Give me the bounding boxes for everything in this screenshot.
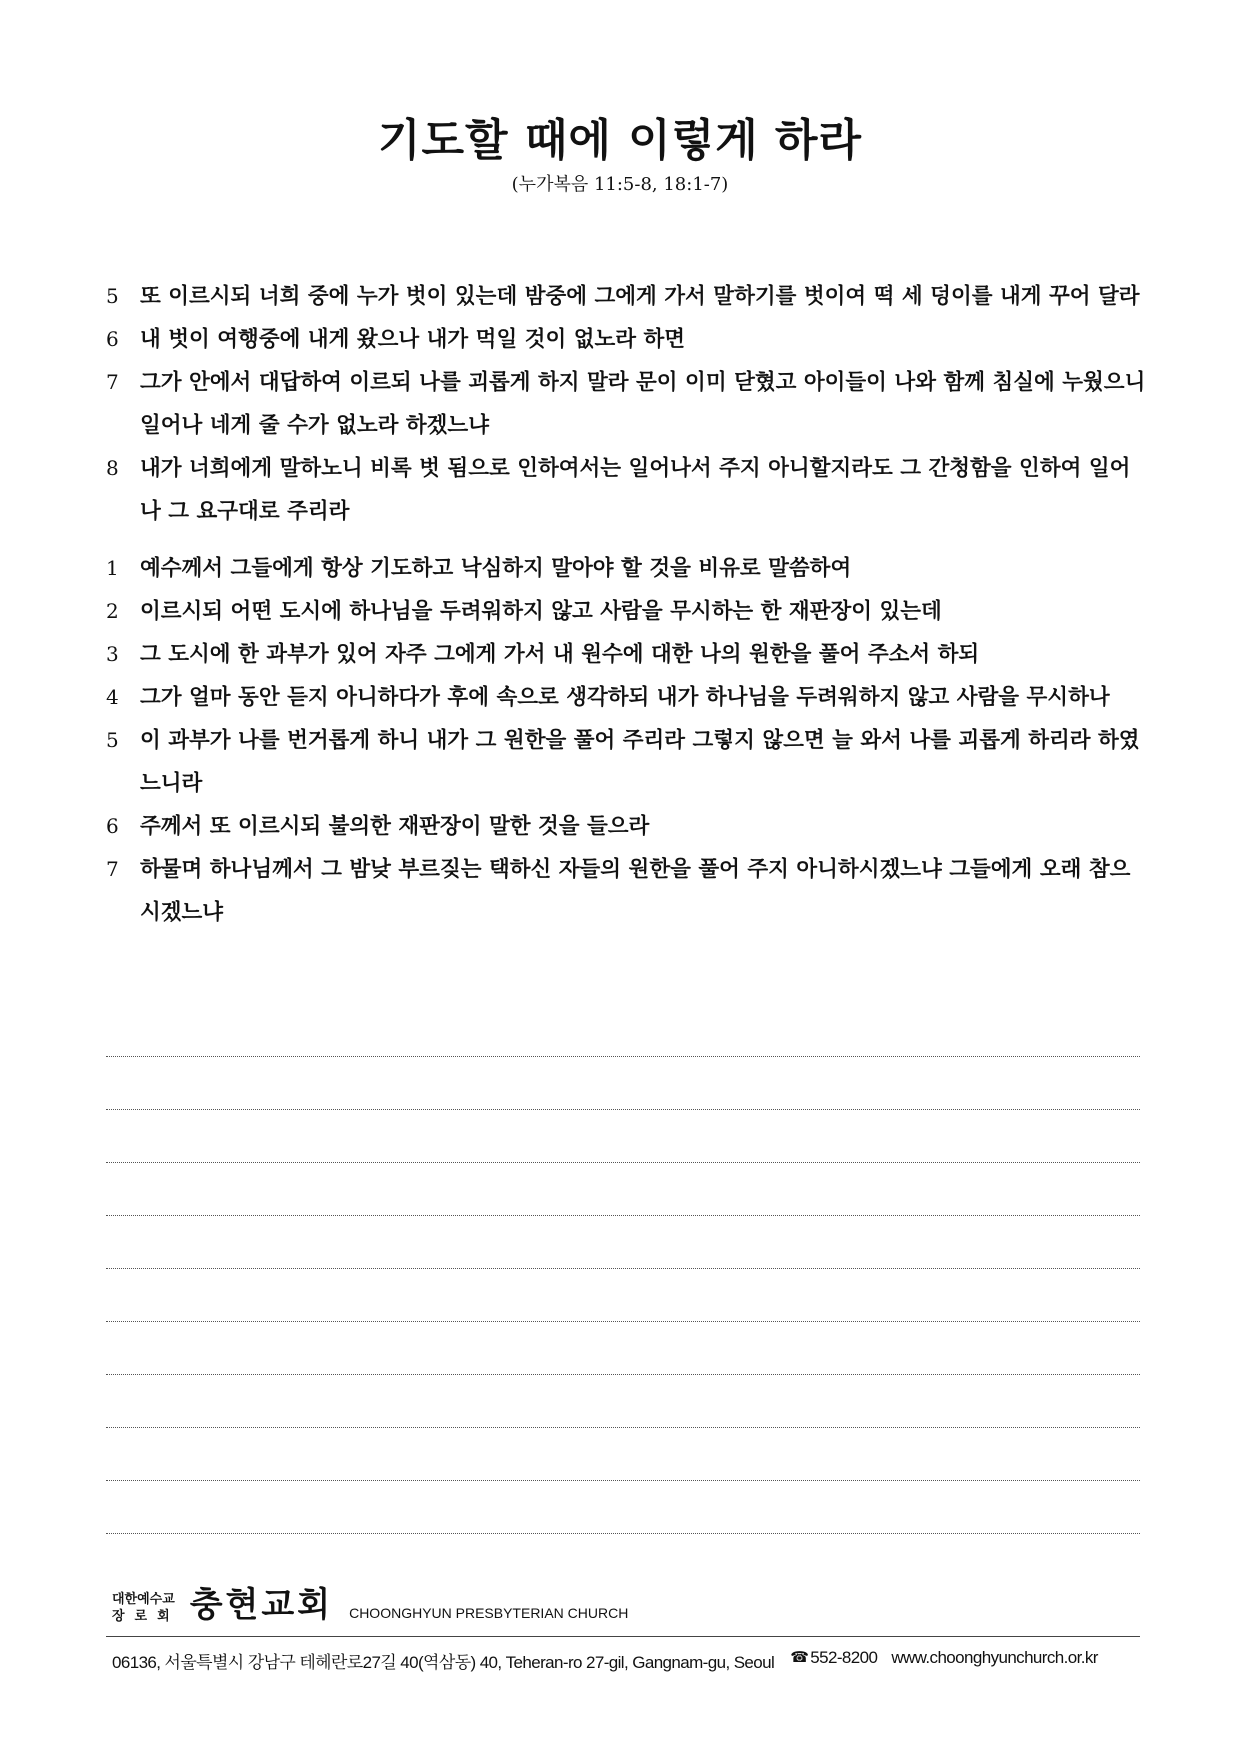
phone-icon: ☎ (790, 1649, 809, 1666)
writing-line (106, 1110, 1140, 1163)
verse-number: 5 (106, 284, 119, 308)
verse-number: 8 (106, 456, 119, 480)
writing-line (106, 1269, 1140, 1322)
church-name-logo: 충현교회 (189, 1585, 334, 1625)
verse-number: 6 (106, 327, 119, 351)
footer-contact (112, 1648, 1142, 1673)
verse-row (106, 447, 1146, 533)
verse-text: 하물며 하나님께서 그 밤낮 부르짖는 택하신 자들의 원한을 풀어 주지 아니하시겠느냐 그들에게 오래 참으시겠느냐 (140, 857, 1131, 925)
verse-text: 내가 너희에게 말하노니 비록 벗 됨으로 인하여서는 일어나서 주지 아니할지라도 그 간청함을 인하여 일어나 그 요구대로 주리라 (140, 456, 1131, 524)
verse-number: 7 (106, 857, 119, 881)
verse-row (106, 719, 1146, 805)
verse-row (106, 275, 1146, 318)
writing-line (106, 1163, 1140, 1216)
verse-number: 6 (106, 814, 119, 838)
verse-row (106, 848, 1146, 934)
denomination-line-1: 대한예수교 (112, 1592, 175, 1607)
verse-number: 1 (106, 556, 119, 580)
verse-number: 5 (106, 728, 119, 752)
church-logo (112, 1585, 628, 1625)
website-link[interactable]: www.choonghyunchurch.or.kr (891, 1648, 1098, 1667)
verse-row (106, 590, 1146, 633)
verse-number: 4 (106, 685, 119, 709)
verse-row (106, 633, 1146, 676)
writing-line (106, 1322, 1140, 1375)
footer-divider (106, 1636, 1140, 1637)
verse-row (106, 361, 1146, 447)
verse-text: 그가 얼마 동안 듣지 아니하다가 후에 속으로 생각하되 내가 하나님을 두려워하지 않고 사람을 무시하나 (140, 685, 1110, 710)
verse-text: 그가 안에서 대답하여 이르되 나를 괴롭게 하지 말라 문이 이미 닫혔고 아이들이 나와 함께 침실에 누웠으니 일어나 네게 줄 수가 없노라 하겠느냐 (140, 370, 1146, 438)
passage-luke-11 (106, 275, 1146, 533)
church-english-name: CHOONGHYUN PRESBYTERIAN CHURCH (349, 1605, 629, 1621)
passage-luke-18 (106, 547, 1146, 934)
verse-row (106, 676, 1146, 719)
verse-text: 그 도시에 한 과부가 있어 자주 그에게 가서 내 원수에 대한 나의 원한을 풀어 주소서 하되 (140, 642, 980, 667)
verse-text: 예수께서 그들에게 항상 기도하고 낙심하지 말아야 할 것을 비유로 말씀하여 (140, 556, 852, 581)
verse-number: 7 (106, 370, 119, 394)
denomination-label (112, 1591, 180, 1625)
verse-number: 3 (106, 642, 119, 666)
writing-line (106, 1375, 1140, 1428)
verse-text: 주께서 또 이르시되 불의한 재판장이 말한 것을 들으라 (140, 814, 650, 839)
page-title: 기도할 때에 이렇게 하라 (378, 115, 862, 166)
writing-lines (106, 1004, 1140, 1534)
verse-text: 또 이르시되 너희 중에 누가 벗이 있는데 밤중에 그에게 가서 말하기를 벗이여 떡 세 덩이를 내게 꾸어 달라 (140, 284, 1140, 309)
denomination-line-2: 장로회 (112, 1609, 180, 1624)
phone-number: 552-8200 (810, 1648, 878, 1667)
verse-text: 이르시되 어떤 도시에 하나님을 두려워하지 않고 사람을 무시하는 한 재판장이 있는데 (140, 599, 942, 624)
verse-text: 이 과부가 나를 번거롭게 하니 내가 그 원한을 풀어 주리라 그렇지 않으면 늘 와서 나를 괴롭게 하리라 하였느니라 (140, 728, 1140, 796)
writing-line (106, 1004, 1140, 1057)
writing-line (106, 1428, 1140, 1481)
writing-line (106, 1057, 1140, 1110)
writing-line (106, 1481, 1140, 1534)
writing-line (106, 1216, 1140, 1269)
scripture-reference: (누가복음 11:5-8, 18:1-7) (511, 174, 729, 195)
church-address: 06136, 서울특별시 강남구 테헤란로27길 40(역삼동) 40, Teheran-ro 27-gil, Gangnam-gu, Seoul (112, 1653, 775, 1672)
verse-number: 2 (106, 599, 119, 623)
verse-row (106, 547, 1146, 590)
verse-row (106, 805, 1146, 848)
verse-row (106, 318, 1146, 361)
verse-text: 내 벗이 여행중에 내게 왔으나 내가 먹일 것이 없노라 하면 (140, 327, 686, 352)
